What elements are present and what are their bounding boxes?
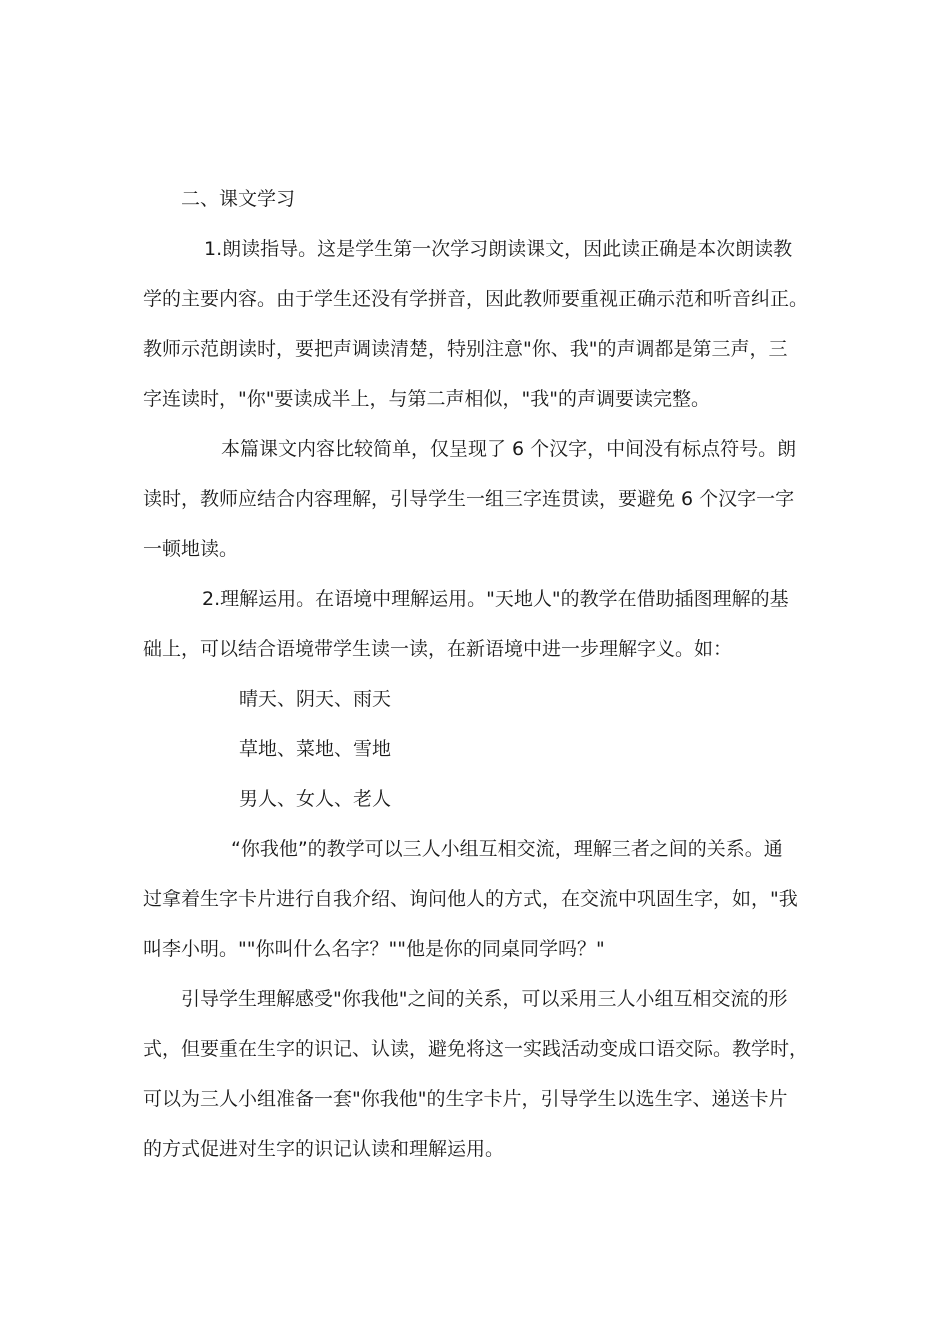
paragraph-line: 字连读时，"你"要读成半上，与第二声相似，"我"的声调要读完整。 [143,388,710,410]
section-heading: 二、课文学习 [181,188,296,210]
paragraph-line: 学的主要内容。由于学生还没有学拼音，因此教师要重视正确示范和听音纠正。 [143,288,809,310]
example-line: 草地、菜地、雪地 [239,738,392,760]
paragraph-line: 可以为三人小组准备一套"你我他"的生字卡片，引导学生以选生字、递送卡片 [143,1088,788,1110]
paragraph-line: 一顿地读。 [143,538,239,560]
paragraph-line: 的方式促进对生字的识记认读和理解运用。 [143,1138,505,1160]
example-line: 男人、女人、老人 [239,788,392,810]
paragraph-line: 引导学生理解感受"你我他"之间的关系，可以采用三人小组互相交流的形 [181,988,788,1010]
paragraph-line: 本篇课文内容比较简单，仅呈现了 6 个汉字，中间没有标点符号。朗 [221,438,797,460]
paragraph-line: “你我他”的教学可以三人小组互相交流，理解三者之间的关系。通 [231,838,783,860]
paragraph-line: 1.朗读指导。这是学生第一次学习朗读课文，因此读正确是本次朗读教 [204,238,793,260]
example-line: 晴天、阴天、雨天 [239,688,392,710]
paragraph-line: 过拿着生字卡片进行自我介绍、询问他人的方式，在交流中巩固生字，如，"我 [143,888,798,910]
paragraph-line: 式，但要重在生字的识记、认读，避免将这一实践活动变成口语交际。教学时， [143,1038,809,1060]
paragraph-line: 教师示范朗读时，要把声调读清楚，特别注意"你、我"的声调都是第三声，三 [143,338,788,360]
paragraph-line: 读时，教师应结合内容理解，引导学生一组三字连贯读，要避免 6 个汉字一字 [143,488,795,510]
paragraph-line: 础上，可以结合语境带学生读一读，在新语境中进一步理解字义。如： [143,638,733,660]
paragraph-line: 叫李小明。""你叫什么名字？""他是你的同桌同学吗？" [143,938,605,960]
paragraph-line: 2.理解运用。在语境中理解运用。"天地人"的教学在借助插图理解的基 [202,588,789,610]
